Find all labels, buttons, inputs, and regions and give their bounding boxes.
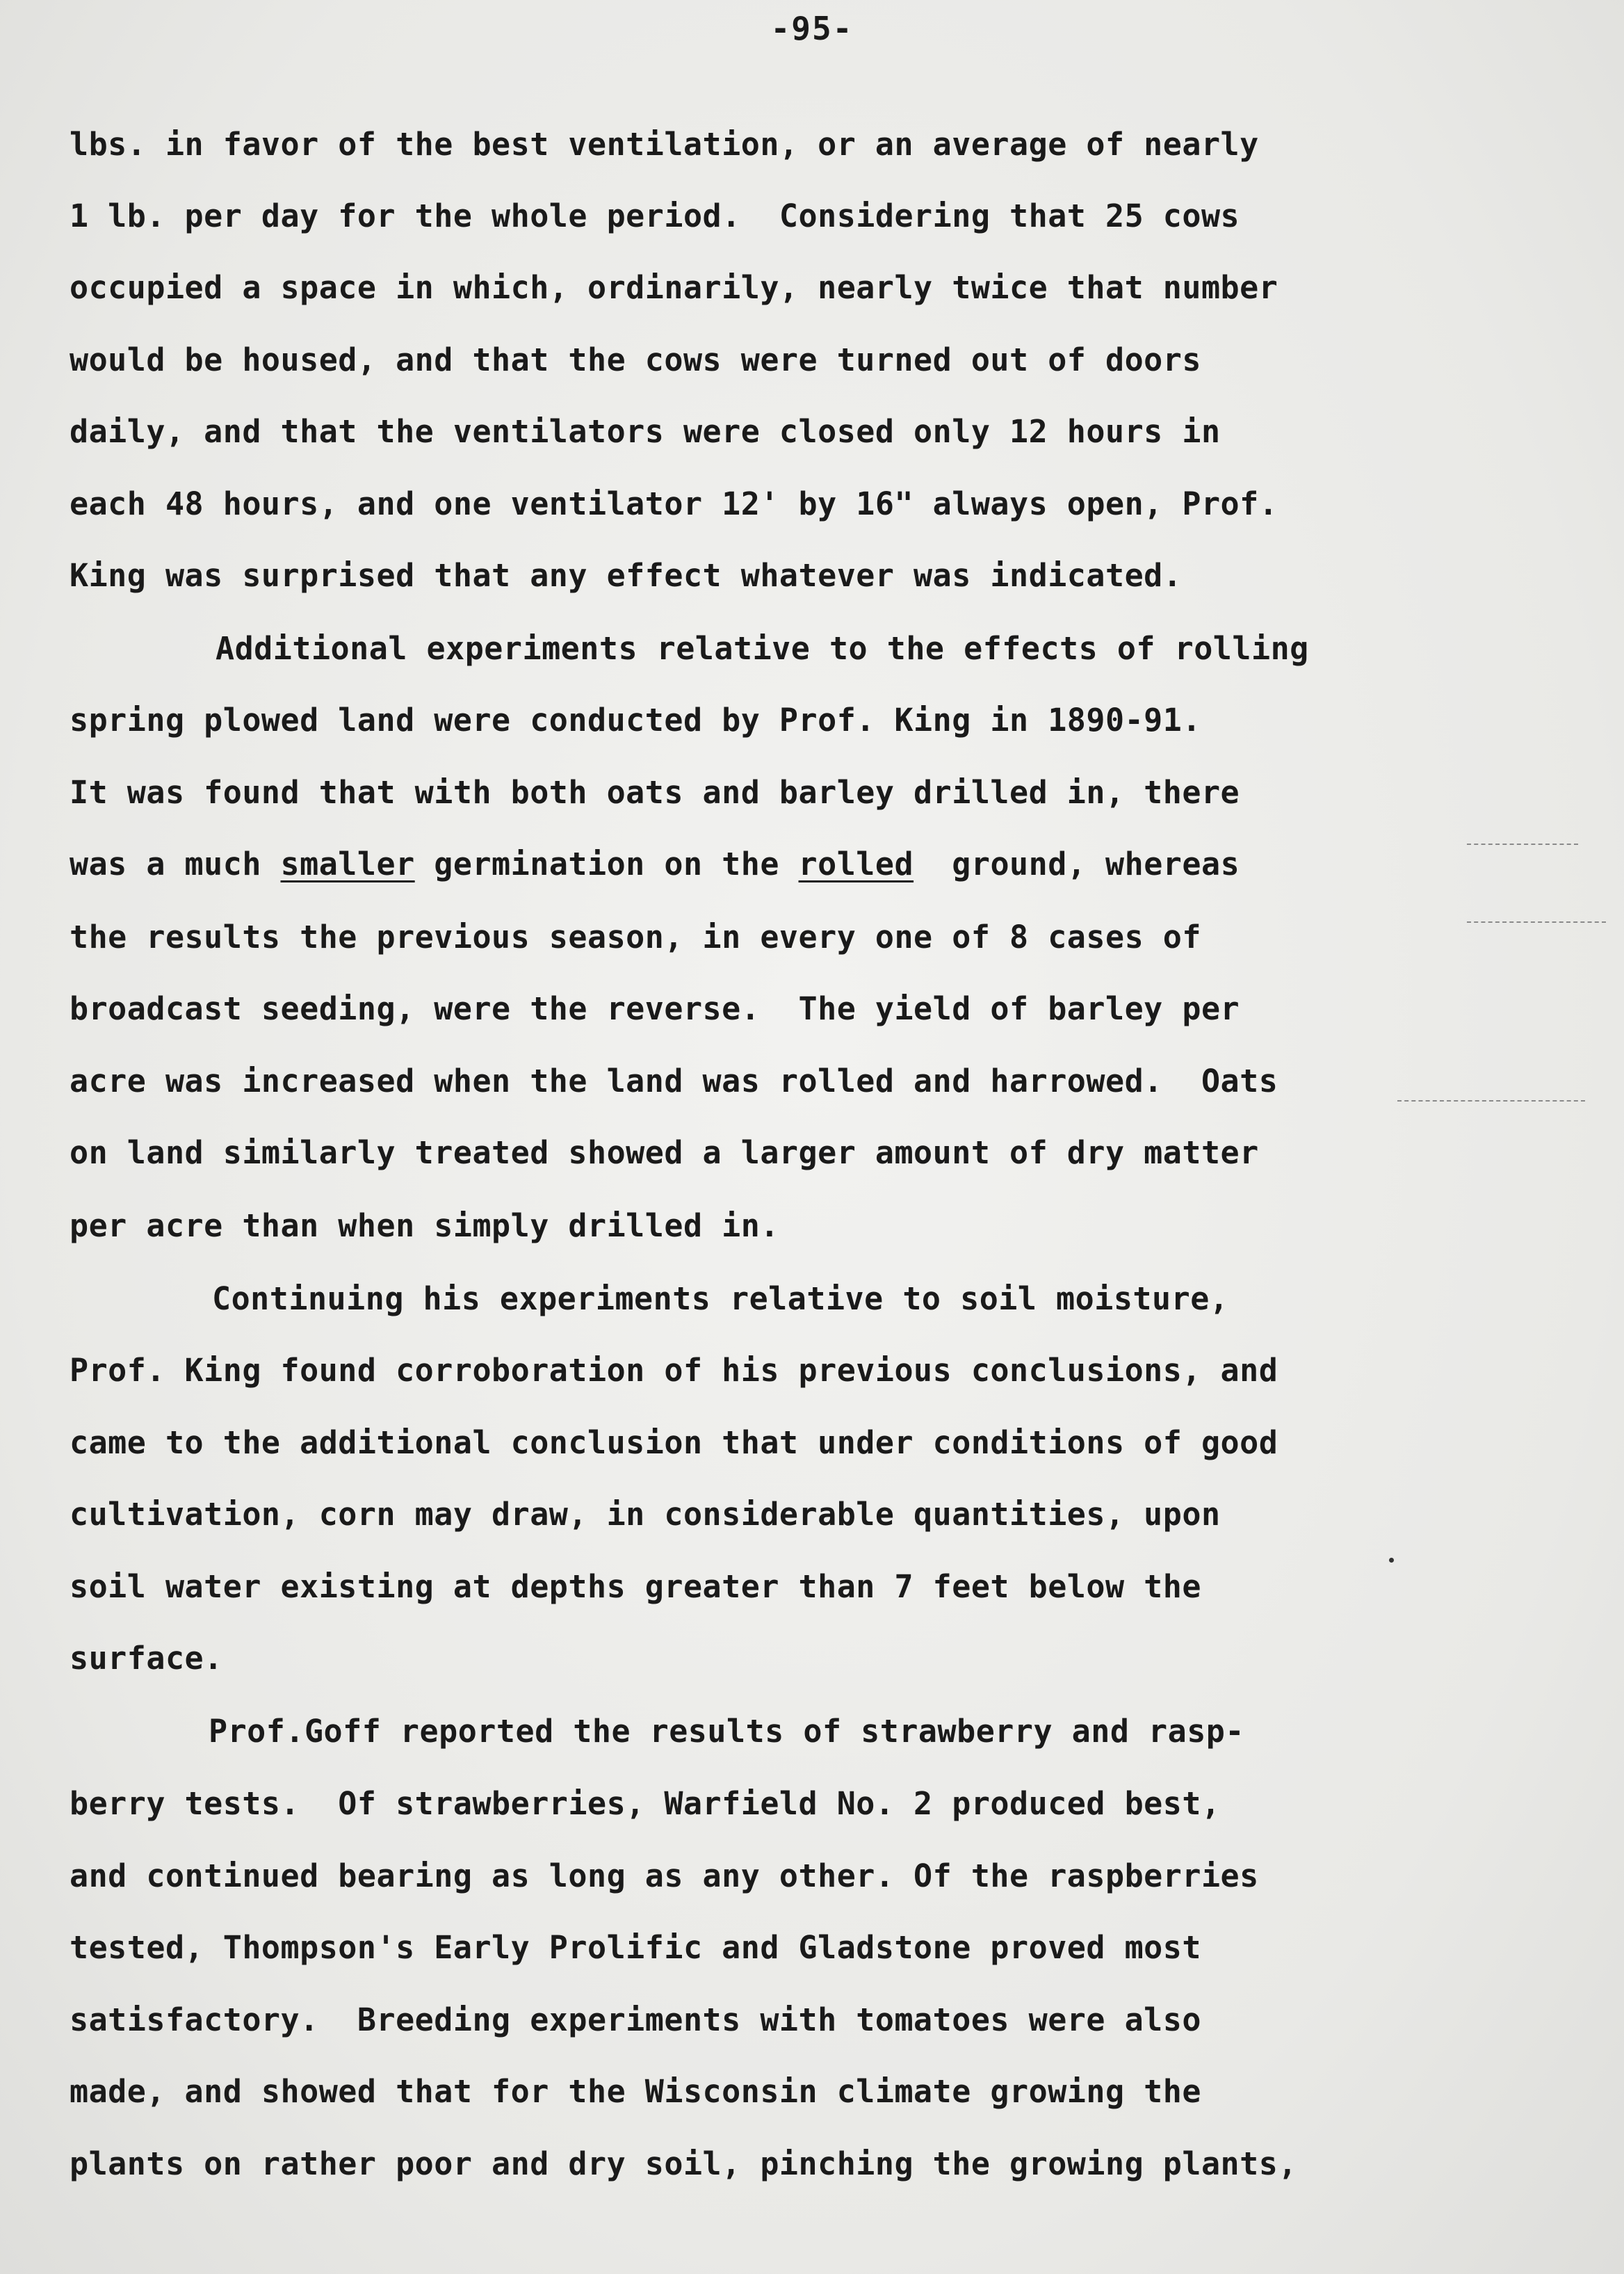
- text-line: [70, 845, 1240, 884]
- text-line: [212, 1280, 1228, 1319]
- text-line: [70, 1857, 1259, 1896]
- text-segment: It was found that with both oats and barley drilled in, there: [70, 774, 1240, 811]
- text-line: [70, 918, 1201, 957]
- text-line: [70, 2145, 1297, 2184]
- text-line: [70, 1928, 1201, 1967]
- text-line: [70, 773, 1240, 812]
- text-segment: each 48 hours, and one ventilator 12' by 16" always open, Prof.: [70, 485, 1278, 522]
- text-line: [70, 990, 1240, 1029]
- text-segment: broadcast seeding, were the reverse. The yield of barley per: [70, 990, 1240, 1027]
- margin-mark: [1467, 921, 1606, 923]
- text-segment: ground, whereas: [914, 846, 1240, 882]
- text-line: [70, 1207, 779, 1245]
- text-segment: daily, and that the ventilators were closed only 12 hours in: [70, 413, 1221, 450]
- text-line: [70, 125, 1259, 164]
- text-line: [70, 701, 1201, 740]
- margin-dot: [1389, 1558, 1394, 1563]
- text-segment: made, and showed that for the Wisconsin climate growing the: [70, 2073, 1201, 2110]
- text-segment: occupied a space in which, ordinarily, nearly twice that number: [70, 269, 1278, 306]
- text-line: [70, 341, 1201, 380]
- text-line: [70, 197, 1240, 236]
- text-segment: cultivation, corn may draw, in considerable quantities, upon: [70, 1496, 1221, 1533]
- text-line: [70, 268, 1278, 307]
- text-segment: would be housed, and that the cows were turned out of doors: [70, 341, 1201, 378]
- text-line: [70, 1495, 1221, 1534]
- text-line: [70, 556, 1182, 595]
- text-segment: came to the additional conclusion that under conditions of good: [70, 1424, 1278, 1461]
- text-segment: Continuing his experiments relative to soil moisture,: [212, 1280, 1229, 1317]
- text-segment: surface.: [70, 1640, 223, 1677]
- text-segment: plants on rather poor and dry soil, pinching the growing plants,: [70, 2145, 1297, 2182]
- text-line: [70, 2001, 1201, 2040]
- text-line: [70, 1784, 1221, 1823]
- text-segment: per acre than when simply drilled in.: [70, 1207, 779, 1244]
- text-segment: lbs. in favor of the best ventilation, or an average of nearly: [70, 126, 1259, 163]
- text-line: [70, 1062, 1278, 1101]
- text-segment: King was surprised that any effect whatever was indicated.: [70, 557, 1183, 594]
- text-segment: soil water existing at depths greater than 7 feet below the: [70, 1568, 1201, 1605]
- text-line: [70, 412, 1221, 451]
- text-line: [70, 485, 1278, 524]
- text-line: [209, 1712, 1244, 1751]
- text-line: [70, 2072, 1201, 2111]
- underlined-word: rolled: [798, 846, 914, 882]
- text-segment: and continued bearing as long as any other. Of the raspberries: [70, 1857, 1259, 1894]
- text-segment: berry tests. Of strawberries, Warfield No. 2 produced best,: [70, 1785, 1221, 1822]
- page-number: -95-: [770, 10, 854, 47]
- text-segment: 1 lb. per day for the whole period. Considering that 25 cows: [70, 197, 1240, 234]
- margin-mark: [1467, 844, 1578, 845]
- text-segment: Additional experiments relative to the effects of rolling: [216, 630, 1309, 667]
- text-segment: was a much: [70, 846, 281, 882]
- text-line: [70, 1639, 223, 1678]
- text-segment: the results the previous season, in every one of 8 cases of: [70, 919, 1201, 955]
- text-segment: Prof.Goff reported the results of strawberry and rasp-: [209, 1713, 1244, 1750]
- text-segment: satisfactory. Breeding experiments with tomatoes were also: [70, 2001, 1201, 2038]
- text-line: [70, 1567, 1201, 1606]
- margin-mark: [1397, 1100, 1585, 1102]
- text-line: [70, 1424, 1278, 1462]
- text-segment: acre was increased when the land was rolled and harrowed. Oats: [70, 1063, 1278, 1099]
- text-segment: tested, Thompson's Early Prolific and Gladstone proved most: [70, 1929, 1201, 1966]
- text-segment: germination on the: [414, 846, 799, 882]
- text-line: [70, 1134, 1259, 1172]
- underlined-word: smaller: [280, 846, 415, 882]
- text-segment: Prof. King found corroboration of his previous conclusions, and: [70, 1352, 1278, 1389]
- text-segment: on land similarly treated showed a larger amount of dry matter: [70, 1134, 1259, 1171]
- text-line: [216, 629, 1309, 668]
- text-line: [70, 1351, 1278, 1390]
- text-segment: spring plowed land were conducted by Prof. King in 1890-91.: [70, 702, 1201, 739]
